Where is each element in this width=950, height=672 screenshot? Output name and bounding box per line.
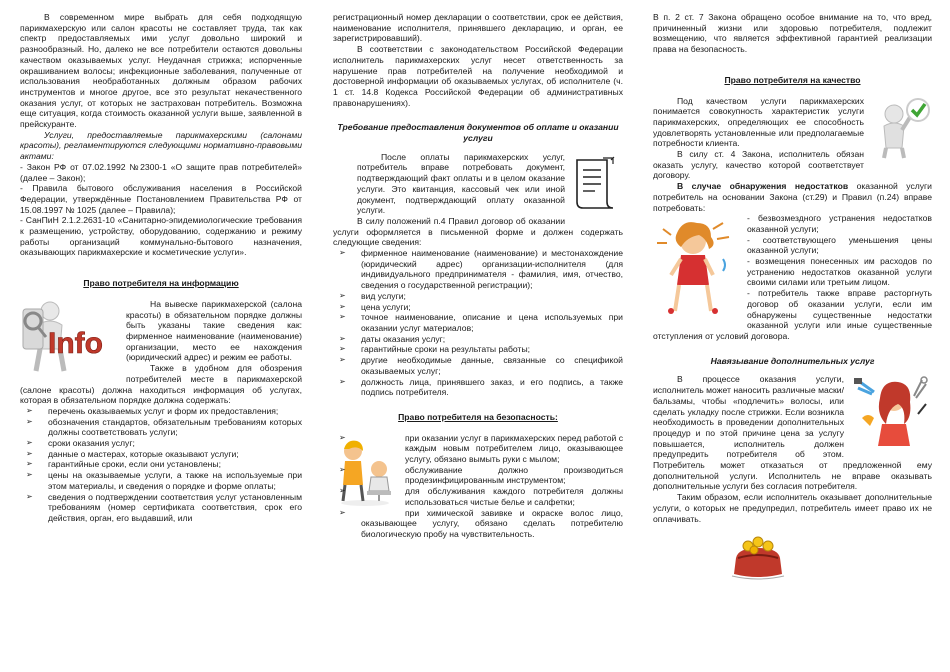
info-logo-text: Info <box>48 326 103 360</box>
list-item: ➢ точное наименование, описание и цена используемых при оказании услуг материалов; <box>333 312 623 333</box>
list-item: - СанПиН 2.1.2.2631-10 «Санитарно-эпидемиологические требования к размещению, устройству, оборудованию, содержанию и режиму работы организаций коммунально-бытового назначения, оказывающих парикмахерские и косметические услуги». <box>20 215 302 258</box>
intro-paragraph: В современном мире выбрать для себя подходящую парикмахерскую или салон красоты не составляет труда, так как спектр предоставляемых ими услуг довольно широкий и разнообразный. Но, далеко не все потребители остаются довольны качеством оказываемых услуг. Неудачная стрижка; испорченные окрашиванием волосы; инфекционные заболевания, полученные от использования необработанных должным образом рабочих инструментов и многое другое, все это результат некачественного оказания услуг, от которых не застрахован потребитель. Возможна еще ситуация, когда стоимость оказанной услуги выше, заявленной в прейскуранте. <box>20 12 302 130</box>
list-item: ➢ даты оказания услуг; <box>333 334 623 345</box>
continuation-paragraph: В п. 2 ст. 7 Закона обращено особое внимание на то, что вред, причиненный жизни или здоровью потребителя, подлежит возмещению, что является эффективной гарантией реализации права на безопасность. <box>653 12 932 55</box>
section-title-information: Право потребителя на информацию <box>83 278 239 289</box>
column-2 <box>333 12 623 540</box>
section-title-documents: Требование предоставления документов об оплате и оказании услуги <box>337 122 619 144</box>
checkmark-figure-icon <box>872 96 932 163</box>
list-item: ➢ для обслуживания каждого потребителя должны использоваться чистые белье и салфетки; <box>333 486 623 507</box>
list-item: ➢ перечень оказываемых услуг и форм их предоставления; <box>20 406 302 417</box>
section-title-quality: Право потребителя на качество <box>724 74 861 85</box>
list-item: ➢ цены на оказываемые услуги, а также на используемые при этом материалы, и сведения о порядке и форме оплаты; <box>20 470 302 491</box>
defects-rest-text: оказанной услуги потребитель на основании Закона (ст.29) и Правил (п.24) вправе потребовать: <box>653 181 932 213</box>
receipt-icon <box>573 156 617 215</box>
extra-paragraph-1: В процессе оказания услуги, исполнитель может наносить различные маски/бальзамы, чтобы «подлечить» волосы, или сделать укладку после стрижки. Если возникла необходимость в проведении дополнительных процедур и по этой причине цена за услугу повышается, исполнитель должен предупредить потребителя об этом. Потребитель может отказаться от предложенной ему дополнительной услуги. Исполнитель не вправе оказывать дополнительные услуги без согласия потребителя. <box>653 374 932 492</box>
liability-paragraph: В соответствии с законодательством Российской Федерации исполнитель парикмахерских услуг несет ответственность за нарушение прав потребителей на получение необходимой и достоверной информации об оказываемых услугах, об исполнителе (ч. 1 ст. 14.8 Кодекса Российской Федерации об административных правонарушениях). <box>333 44 623 108</box>
defects-bold-text: В случае обнаружения недостатков <box>677 181 849 192</box>
column-3 <box>653 12 932 583</box>
list-item: - Правила бытового обслуживания населения в Российской Федерации, утверждённые Постановлением Правительства РФ от 15.08.1997 № 1025 (далее – Правила); <box>20 183 302 215</box>
list-item: ➢ при оказании услуг в парикмахерских перед работой с каждым новым потребителем лицо, оказывающее услугу, обязано вымыть руки с мылом; <box>333 433 623 465</box>
wallet-coins-icon <box>583 536 932 583</box>
info-paragraph-1: На вывеске парикмахерской (салона красоты) в обязательном порядке должны быть указаны такие сведения как: фирменное наименование (наименование) организации, место ее нахождения (юридический адрес) и режим ее работы. <box>126 298 302 363</box>
list-item: ➢ при химической завивке и окраске волос лицо, оказывающее услугу, обязано сделать потребителю биологическую пробу на чувствительность. <box>333 508 623 540</box>
list-item: ➢ данные о мастерах, которые оказывают услуги; <box>20 449 302 460</box>
info-paragraph-2: Также в удобном для обозрения потребителей месте в парикмахерской (салоне красоты) должна находиться информация об услугах, которая в обязательном порядке должна содержать: <box>20 363 302 406</box>
documents-paragraph-1: После оплаты парикмахерских услуг, потребитель вправе потребовать документ, подтверждающий факт оплаты и в целом оказание услуги. Это квитанция, кассовый чек или иной документ, подтверждающий оплату оказанной услуги. <box>357 151 565 216</box>
list-item: ➢ гарантийные сроки, если они установлены; <box>20 459 302 470</box>
list-item: ➢ фирменное наименование (наименование) и местонахождение (юридический адрес) организации-исполнителя (для индивидуального предпринимателя - фамилия, имя, отчество, сведения о государственной регистрации); <box>333 248 623 291</box>
list-item: - соответствующего уменьшения цены оказанной услуги; <box>747 234 932 256</box>
list-item: ➢ сроки оказания услуг; <box>20 438 302 449</box>
list-item: - потребитель также вправе расторгнуть договор об оказании услуги, если им обнаружены существенные недостатки оказанной услуги или иные существенные отступления от условий договора. <box>653 288 932 341</box>
list-item: - Закон РФ от 07.02.1992 №2300-1 «О защите прав потребителей» (далее – Закон); <box>20 161 302 183</box>
section-title-extra-services: Навязывание дополнительных услуг <box>710 355 875 366</box>
acts-list <box>20 162 302 258</box>
list-item: - возмещения понесенных им расходов по устранению недостатков оказанной услуги своими силами или третьим лицом. <box>747 256 932 288</box>
continuation-paragraph: регистрационный номер декларации о соответствии, срок ее действия, наименование исполнителя, принявшего декларацию, и орган, ее зарегистрировавший). <box>333 12 623 44</box>
list-item: ➢ другие необходимые данные, связанные со спецификой оказываемых услуг; <box>333 355 623 376</box>
safety-list <box>333 433 623 540</box>
documents-paragraph-2: В силу положений п.4 Правил договор об оказании услуги оформляется в письменной форме и должен содержать следующие сведения: <box>333 215 623 248</box>
list-item: ➢ обозначения стандартов, обязательным требованиям которых должны соответствовать услуги; <box>20 417 302 438</box>
quality-paragraph-1: Под качеством услуги парикмахерских понимается совокупность характеристик услуги парикмахерских, определяющих ее способность удовлетворять установленные или предполагаемые потребности клиента. <box>653 95 864 149</box>
regulation-lead: Услуги, предоставляемые парикмахерскими (салонами красоты), регламентируются следующими нормативно-правовыми актами: <box>20 129 302 162</box>
salon-woman-icon <box>852 374 932 451</box>
contract-list <box>333 248 623 398</box>
list-item: ➢ должность лица, принявшего заказ, и его подпись, а также подпись потребителя. <box>333 377 623 398</box>
upset-woman-icon <box>653 219 739 322</box>
list-item: - безвозмездного устранения недостатков оказанной услуги; <box>747 213 932 234</box>
defects-paragraph <box>653 181 932 213</box>
quality-paragraph-2: В силу ст. 4 Закона, исполнитель обязан оказать услугу, качество которой соответствует договору. <box>653 149 864 181</box>
list-item: ➢ гарантийные сроки на результаты работы; <box>333 344 623 355</box>
section-title-safety: Право потребителя на безопасность: <box>398 411 558 422</box>
extra-paragraph-2: Таким образом, если исполнитель оказывает дополнительные услуги, о которых не предупредил, потребитель имеет право их не оплачивать. <box>653 492 932 524</box>
info-list <box>20 406 302 524</box>
list-item: ➢ сведения о подтверждении соответствия услуг установленным требованиям (номер сертификата соответствия, срок его действия, орган, его выдавший, или <box>20 492 302 524</box>
info-figure-icon <box>20 299 118 378</box>
list-item: ➢ вид услуги; <box>333 291 623 302</box>
column-1 <box>20 12 302 524</box>
list-item: ➢ цена услуги; <box>333 302 623 313</box>
list-item: ➢ обслуживание должно производиться продезинфицированным инструментом; <box>333 465 623 486</box>
